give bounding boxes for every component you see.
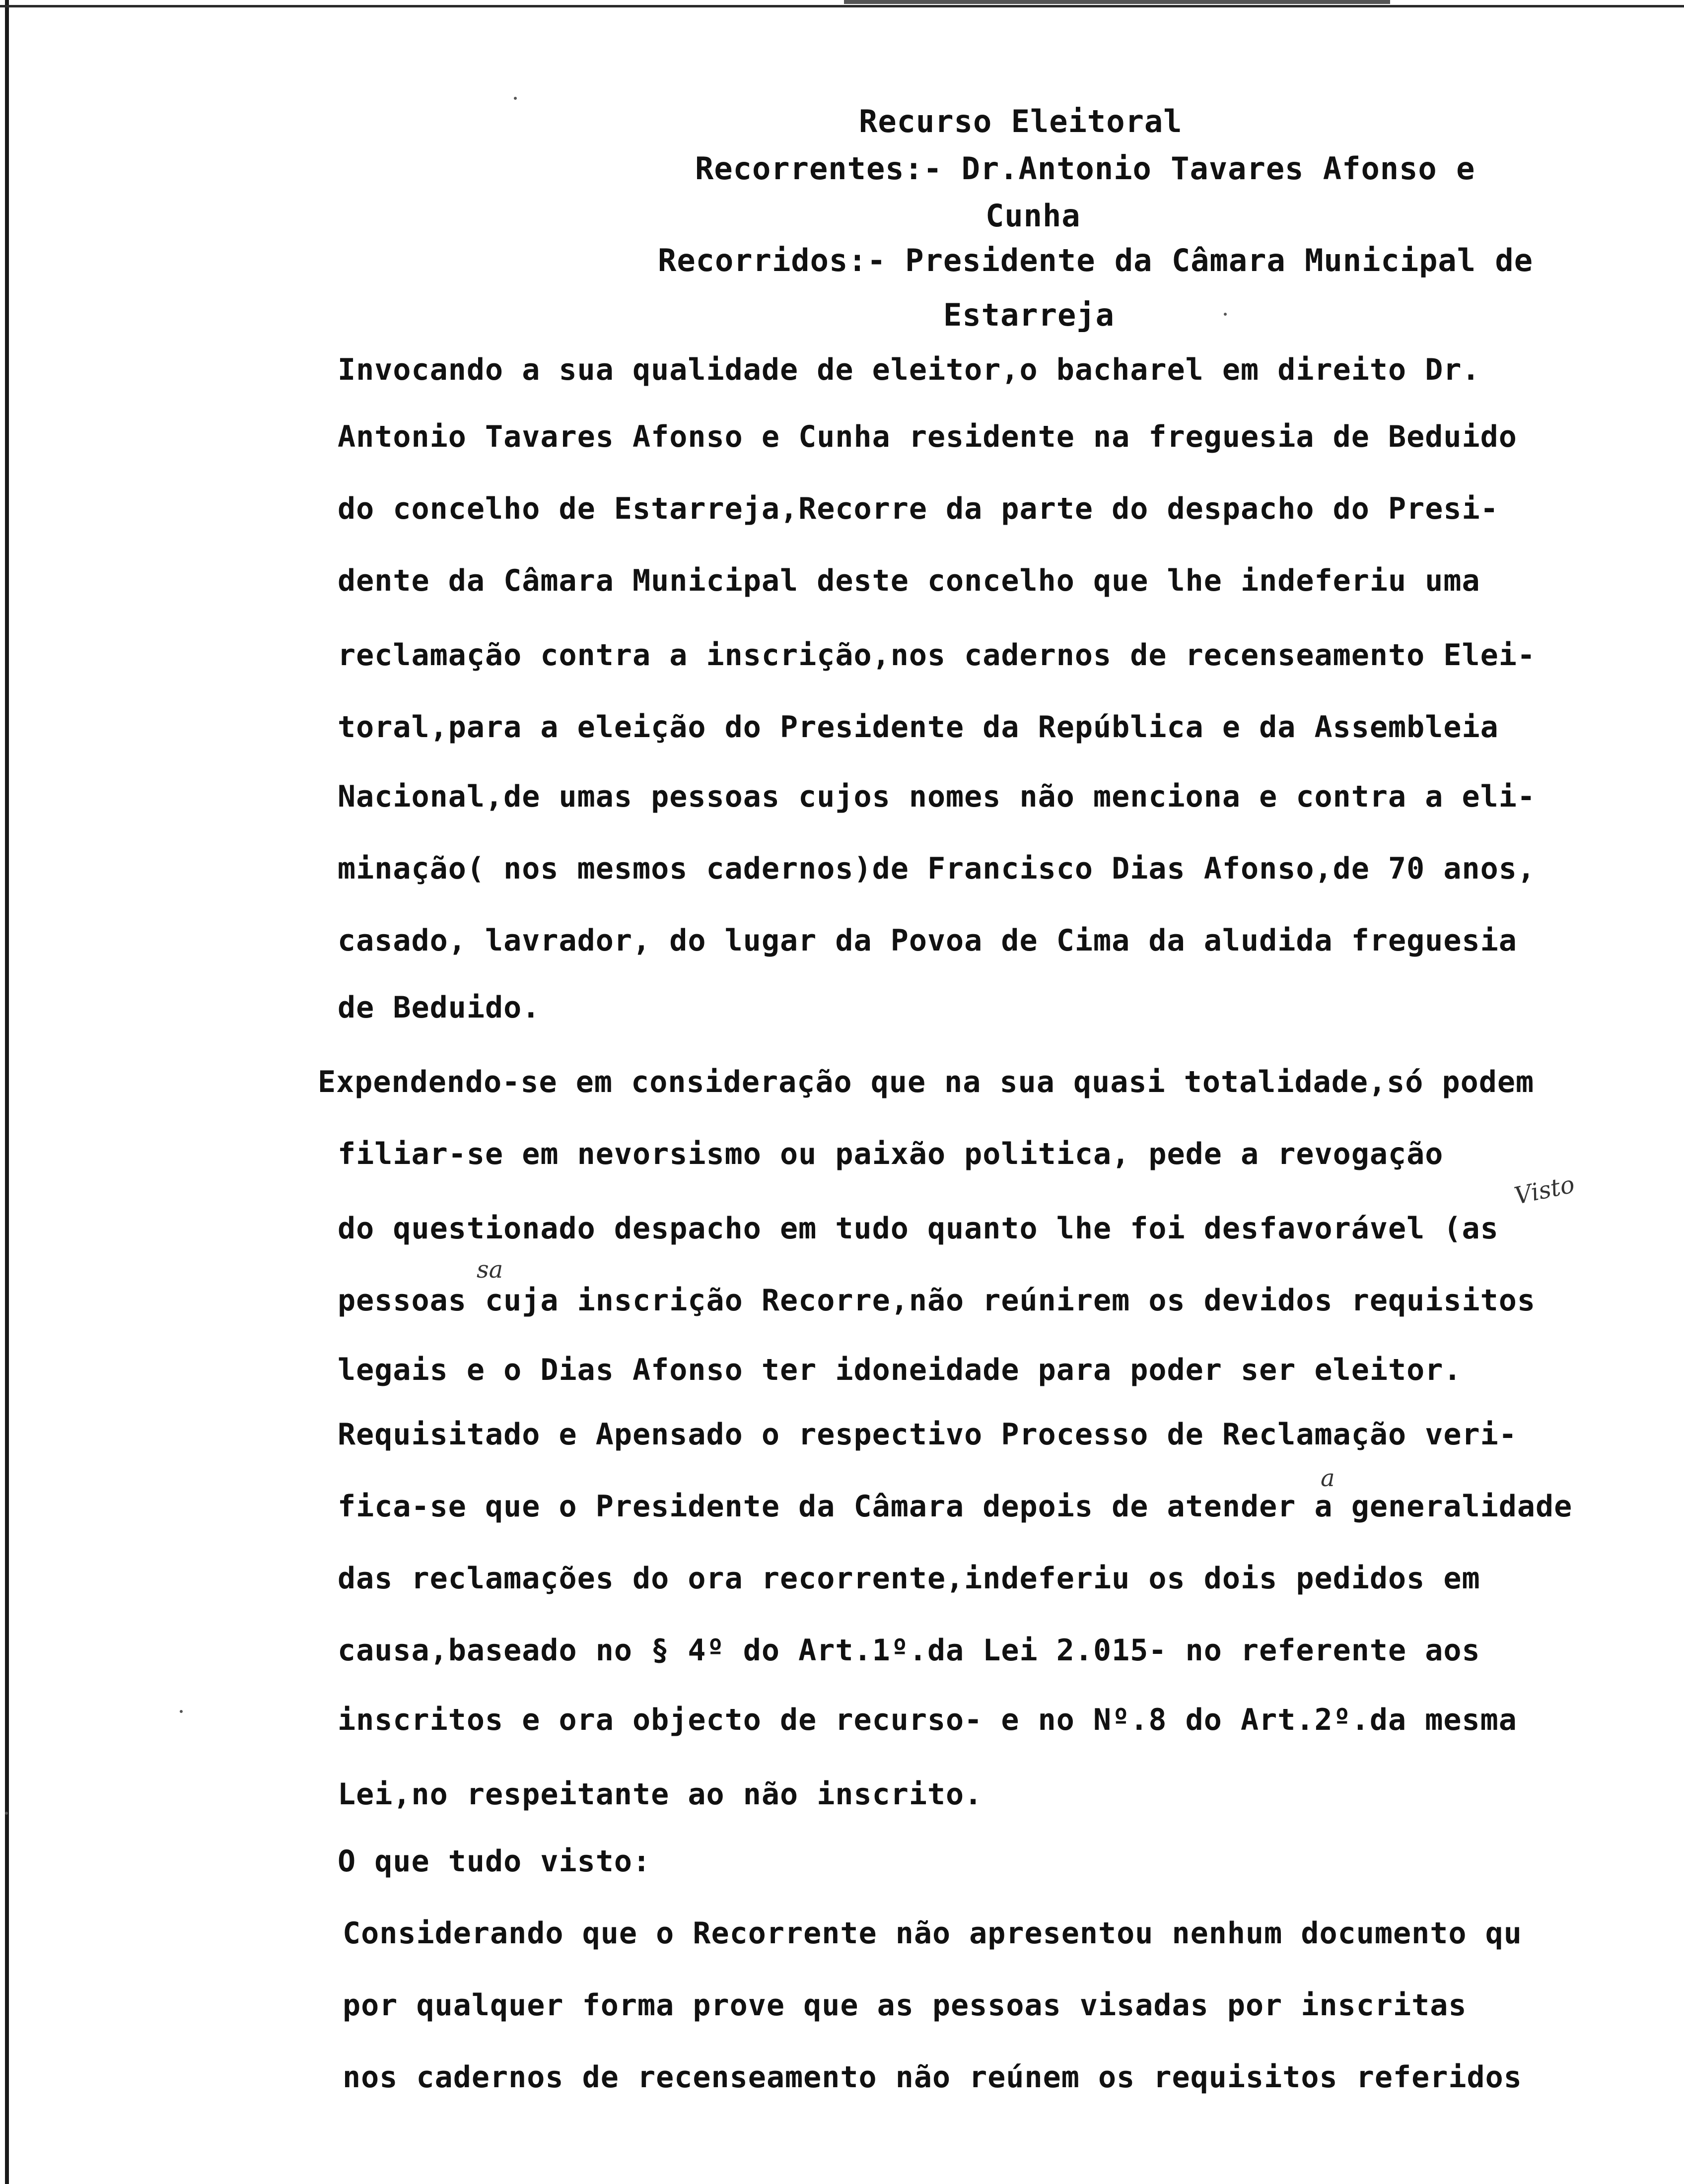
body-line: dente da Câmara Municipal deste concelho que lhe indeferiu uma: [338, 563, 1480, 598]
body-line: Requisitado e Apensado o respectivo Processo de Reclamação veri-: [338, 1417, 1517, 1452]
recorridos-line-2: Estarreja: [943, 297, 1115, 333]
handwritten-visto-annotation: Visto: [1512, 1170, 1577, 1211]
recorrentes-line-2: Cunha: [985, 198, 1081, 234]
scan-border-top: [0, 5, 1684, 7]
body-line: das reclamações do ora recorrente,indeferiu os dois pedidos em: [338, 1561, 1480, 1596]
scan-speck: [180, 1710, 183, 1713]
body-line: Considerando que o Recorrente não apresentou nenhum documento qu: [343, 1916, 1522, 1951]
body-line: do questionado despacho em tudo quanto lhe foi desfavorável (as: [338, 1211, 1499, 1246]
body-line: Lei,no respeitante ao não inscrito.: [338, 1777, 983, 1812]
body-line: toral,para a eleição do Presidente da República e da Assembleia: [338, 710, 1499, 745]
recorridos-line-1: Recorridos:- Presidente da Câmara Municipal de: [658, 242, 1534, 278]
body-line: filiar-se em nevorsismo ou paixão politica, pede a revogação: [338, 1137, 1444, 1171]
body-line: inscritos e ora objecto de recurso- e no Nº.8 do Art.2º.da mesma: [338, 1703, 1517, 1737]
scan-border-top-shadow: [844, 0, 1390, 4]
body-line: nos cadernos de recenseamento não reúnem os requisitos referidos: [343, 2060, 1522, 2095]
body-line: casado, lavrador, do lugar da Povoa de Cima da aludida freguesia: [338, 923, 1517, 958]
handwritten-insert-a: a: [1321, 1464, 1335, 1492]
document-title: Recurso Eleitoral: [859, 103, 1183, 139]
scan-speck: [1224, 313, 1227, 316]
body-line: do concelho de Estarreja,Recorre da parte do despacho do Presi-: [338, 491, 1499, 526]
body-line: pessoas cuja inscrição Recorre,não reúnirem os devidos requisitos: [338, 1283, 1536, 1318]
body-line: O que tudo visto:: [338, 1844, 651, 1879]
body-line: Antonio Tavares Afonso e Cunha residente na freguesia de Beduido: [338, 419, 1517, 454]
body-line: Expendendo-se em consideração que na sua quasi totalidade,só podem: [318, 1065, 1535, 1099]
scan-border-left: [5, 0, 9, 2184]
body-line: Invocando a sua qualidade de eleitor,o bacharel em direito Dr.: [338, 352, 1480, 387]
body-line: legais e o Dias Afonso ter idoneidade para poder ser eleitor.: [338, 1353, 1462, 1387]
scan-speck: [514, 97, 517, 100]
scan-speck: [5, 1812, 8, 1815]
body-line: reclamação contra a inscrição,nos cadernos de recenseamento Elei-: [338, 638, 1536, 673]
body-line: minação( nos mesmos cadernos)de Francisco Dias Afonso,de 70 anos,: [338, 851, 1536, 886]
body-line: de Beduido.: [338, 990, 541, 1025]
recorrentes-line-1: Recorrentes:- Dr.Antonio Tavares Afonso e: [695, 150, 1475, 187]
body-line: fica-se que o Presidente da Câmara depois de atender a generalidade: [338, 1489, 1573, 1524]
handwritten-insert-sa: sa: [477, 1256, 503, 1284]
body-line: Nacional,de umas pessoas cujos nomes não menciona e contra a eli-: [338, 779, 1536, 814]
body-line: por qualquer forma prove que as pessoas visadas por inscritas: [343, 1988, 1467, 2023]
body-line: causa,baseado no § 4º do Art.1º.da Lei 2.015- no referente aos: [338, 1633, 1480, 1668]
